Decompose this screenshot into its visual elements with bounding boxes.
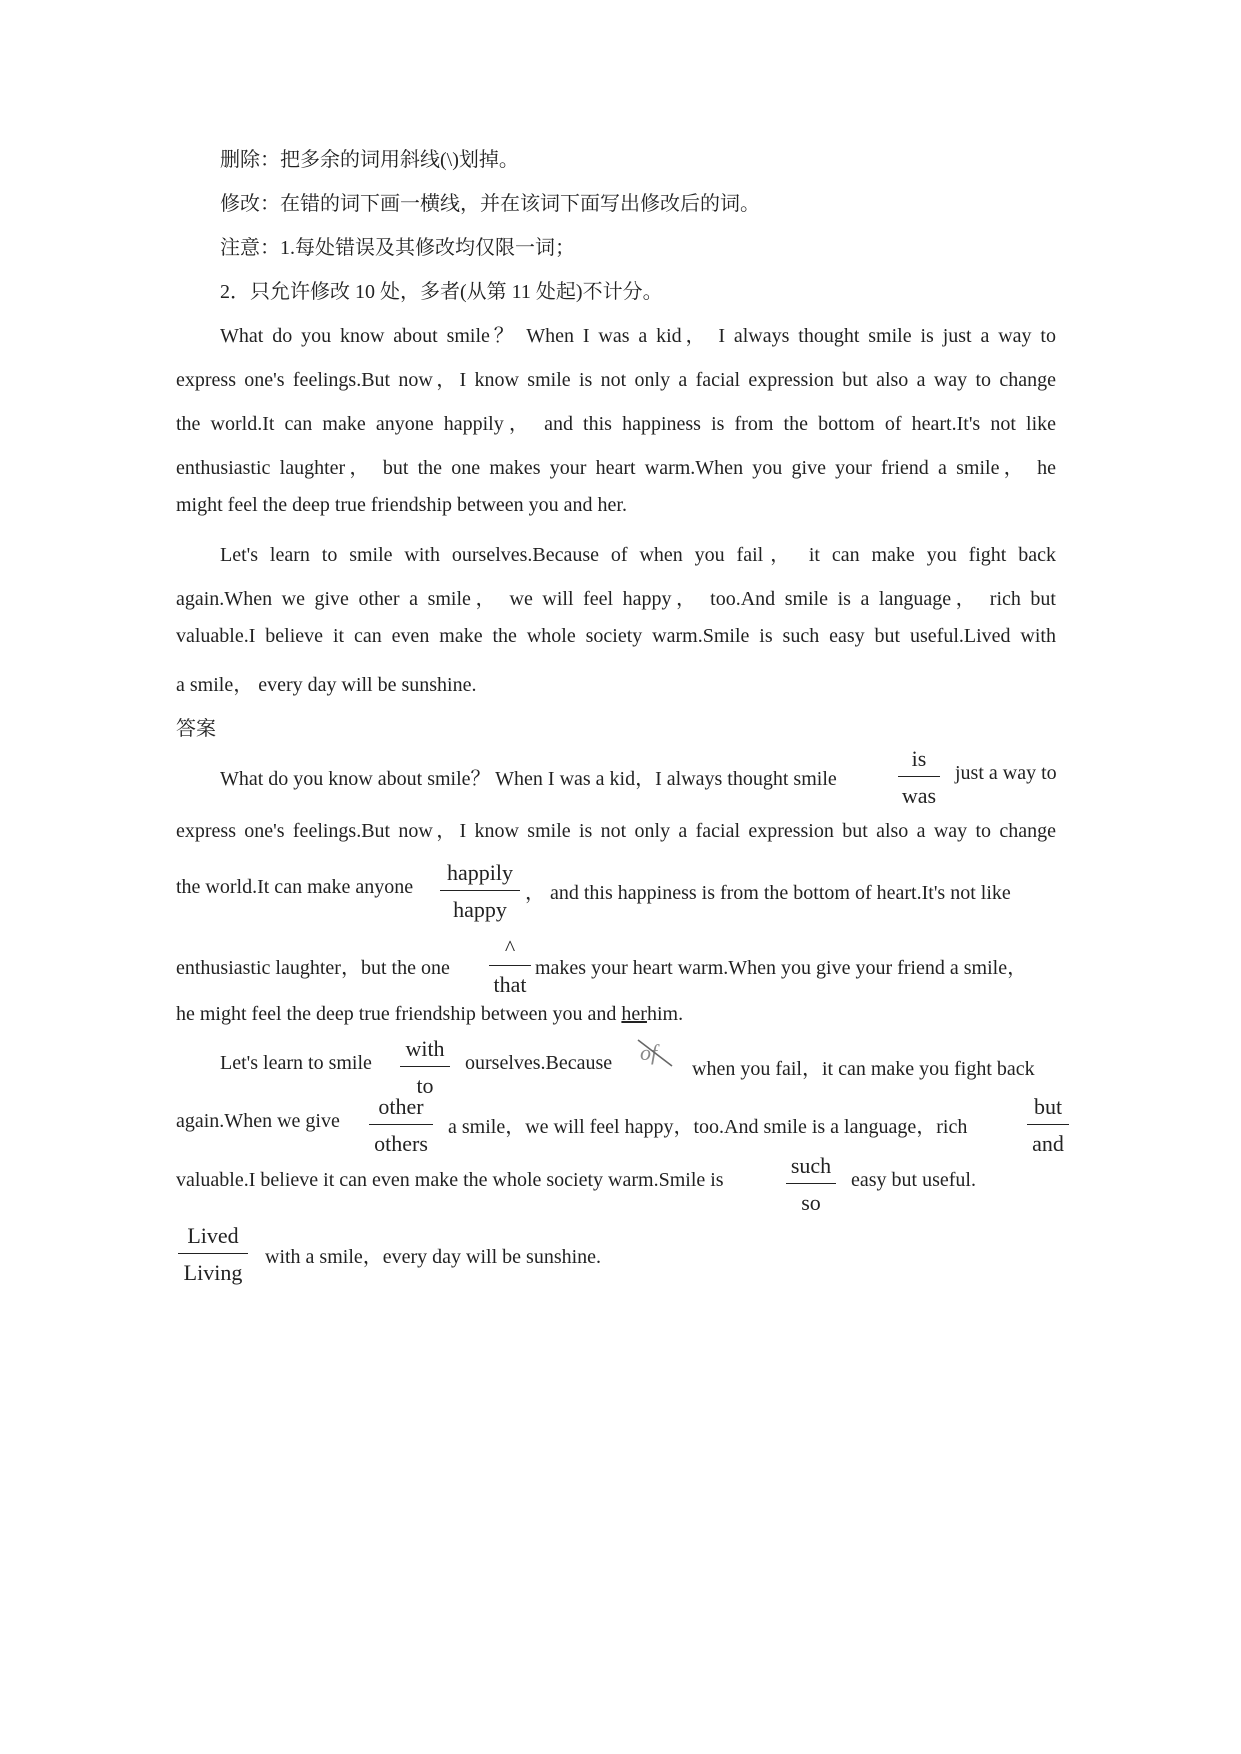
answer-text: ， and this happiness is from the bottom of heart.It's not like: [525, 882, 1011, 904]
correction-other-others: [369, 1096, 433, 1155]
strike-slash-icon: [636, 1036, 676, 1070]
answer-text: a smile，we will feel happy，too.And smile is a language，rich: [448, 1116, 968, 1138]
passage-line: express one's feelings.But now，I know smile is not only a facial expression but also a way to change: [176, 369, 1056, 391]
correction-happily-happy: [440, 862, 520, 921]
instruction-modify: 修改：在错的词下画一横线，并在该词下面写出修改后的词。: [220, 193, 760, 215]
correction-lived-living: [178, 1225, 248, 1284]
passage-line: valuable.I believe it can even make the whole society warm.Smile is such easy but useful.Lived with: [176, 625, 1056, 647]
wrong-word: such: [786, 1155, 836, 1184]
wrong-word: with: [400, 1038, 450, 1067]
answer-text: Let's learn to smile: [220, 1052, 372, 1074]
wrong-word: is: [898, 748, 940, 777]
wrong-word: Lived: [178, 1225, 248, 1254]
correction-with-to: [400, 1038, 450, 1097]
answer-text: when you fail，it can make you fight back: [692, 1058, 1035, 1080]
corrected-word: and: [1032, 1131, 1064, 1156]
passage-line: What do you know about smile？ When I was a kid， I always thought smile is just a way to: [220, 325, 1056, 347]
corrected-word: so: [801, 1190, 821, 1215]
corrected-word: Living: [183, 1260, 243, 1285]
passage-line: a smile， every day will be sunshine.: [176, 674, 477, 696]
passage-line: the world.It can make anyone happily， and this happiness is from the bottom of heart.It's not like: [176, 413, 1056, 435]
passage-line: enthusiastic laughter， but the one makes your heart warm.When you give your friend a smile， he: [176, 457, 1056, 479]
answer-text-part: he might feel the deep true friendship between you and: [176, 1003, 622, 1025]
wrong-word: other: [369, 1096, 433, 1125]
corrected-word: to: [416, 1073, 434, 1098]
wrong-word: happily: [440, 862, 520, 891]
instruction-delete: 删除：把多余的词用斜线(\)划掉。: [220, 149, 519, 171]
answer-text: the world.It can make anyone: [176, 876, 414, 898]
corrected-word: others: [374, 1131, 428, 1156]
passage-line: again.When we give other a smile， we will feel happy， too.And smile is a language， rich but: [176, 588, 1056, 610]
answer-text: just a way to: [955, 762, 1057, 784]
correction-but-and: [1027, 1096, 1069, 1155]
answer-text: easy but useful.: [851, 1169, 976, 1191]
insertion-that: [489, 937, 531, 996]
wrong-word-underlined: her: [621, 1003, 647, 1025]
instruction-note-1: 注意：1.每处错误及其修改均仅限一词；: [220, 237, 575, 259]
deleted-word: [640, 1040, 657, 1066]
answer-heading: 答案: [176, 718, 216, 740]
wrong-word: but: [1027, 1096, 1069, 1125]
answer-text: [176, 1003, 683, 1026]
correction-is-was: [898, 748, 940, 807]
corrected-word: happy: [453, 897, 507, 922]
answer-text: valuable.I believe it can even make the whole society warm.Smile is: [176, 1169, 724, 1191]
answer-text: makes your heart warm.When you give your friend a smile，: [535, 957, 1028, 979]
answer-text: ourselves.Because: [465, 1052, 613, 1074]
answer-text: again.When we give: [176, 1110, 340, 1132]
passage-line: might feel the deep true friendship between you and her.: [176, 494, 627, 516]
answer-text: express one's feelings.But now，I know smile is not only a facial expression but also a way to change: [176, 820, 1056, 842]
correction-such-so: [786, 1155, 836, 1214]
instruction-note-2: 2．只允许修改 10 处，多者(从第 11 处起)不计分。: [220, 281, 663, 303]
corrected-word: was: [901, 783, 937, 808]
corrected-word: him.: [646, 1003, 684, 1025]
answer-text: with a smile，every day will be sunshine.: [265, 1246, 602, 1268]
caret-icon: ^: [489, 937, 531, 966]
passage-line: Let's learn to smile with ourselves.Because of when you fail， it can make you fight back: [220, 544, 1056, 566]
answer-text: What do you know about smile？ When I was a kid，I always thought smile: [220, 768, 837, 790]
answer-text: enthusiastic laughter，but the one: [176, 957, 450, 979]
inserted-word: that: [493, 972, 527, 997]
deleted-word-text: of: [640, 1040, 658, 1065]
